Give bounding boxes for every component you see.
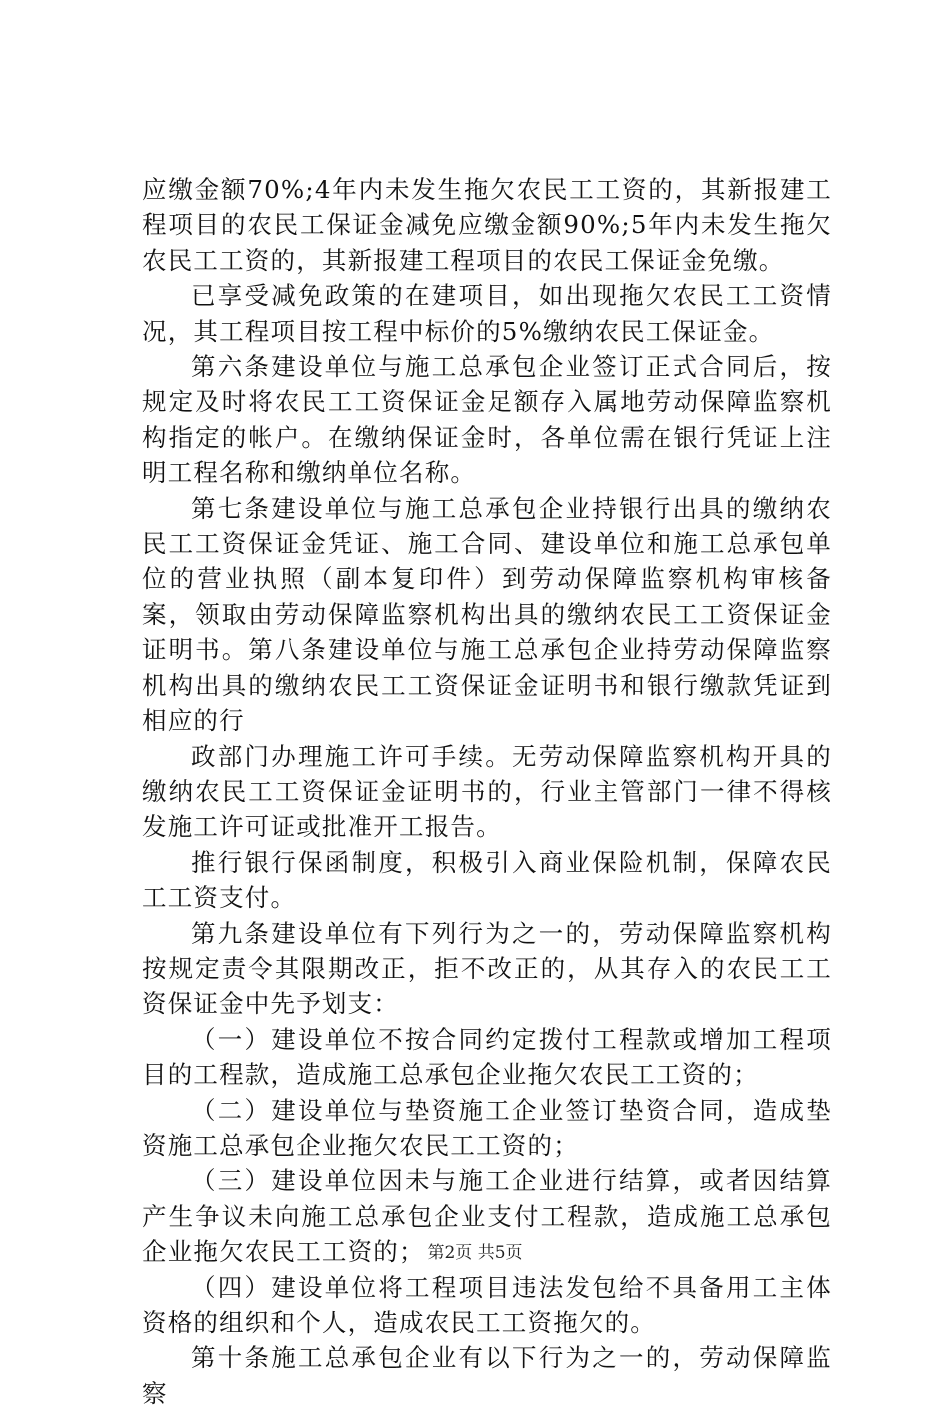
paragraph-continuation: 政部门办理施工许可手续。无劳动保障监察机构开具的缴纳农民工工资保证金证明书的，行业主管部门一律不得核发施工许可证或批准开工报告。: [142, 741, 832, 842]
paragraph-bank-guarantee: 推行银行保函制度，积极引入商业保险机制，保障农民工工资支付。: [142, 847, 832, 913]
document-body: [142, 172, 832, 1411]
paragraph-article-7-8: 第七条建设单位与施工总承包企业持银行出具的缴纳农民工工资保证金凭证、施工合同、建设单位和施工总承包单位的营业执照（副本复印件）到劳动保障监察机构审核备案，领取由劳动保障监察机构出具的缴纳农民工工资保证金证明书。第八条建设单位与施工总承包企业持劳动保障监察机构出具的缴纳农民工工资保证金证明书和银行缴款凭证到相应的行: [142, 493, 832, 736]
list-item-4: （四）建设单位将工程项目违法发包给不具备用工主体资格的组织和个人，造成农民工工资拖欠的。: [142, 1272, 832, 1337]
paragraph-article-6: 第六条建设单位与施工总承包企业签订正式合同后，按规定及时将农民工工资保证金足额存入属地劳动保障监察机构指定的帐户。在缴纳保证金时，各单位需在银行凭证上注明工程名称和缴纳单位名称。: [142, 352, 832, 488]
list-item-3: （三）建设单位因未与施工企业进行结算，或者因结算产生争议未向施工总承包企业支付工程款，造成施工总承包企业拖欠农民工工资的；: [142, 1166, 832, 1267]
paragraph-1: 应缴金额70%;4年内未发生拖欠农民工工资的，其新报建工程项目的农民工保证金减免应缴金额90%;5年内未发生拖欠农民工工资的，其新报建工程项目的农民工保证金免缴。: [142, 175, 832, 275]
list-item-1: （一）建设单位不按合同约定拨付工程款或增加工程项目的工程款，造成施工总承包企业拖欠农民工工资的；: [142, 1024, 832, 1090]
paragraph-article-9: 第九条建设单位有下列行为之一的，劳动保障监察机构按规定责令其限期改正，拒不改正的，从其存入的农民工工资保证金中先予划支：: [142, 918, 832, 1019]
paragraph-2: 已享受减免政策的在建项目，如出现拖欠农民工工资情况，其工程项目按工程中标价的5%缴纳农民工保证金。: [142, 281, 832, 346]
page-footer: 第2页 共5页: [427, 1243, 523, 1263]
list-item-2: （二）建设单位与垫资施工企业签订垫资合同，造成垫资施工总承包企业拖欠农民工工资的；: [142, 1095, 832, 1160]
paragraph-article-10: 第十条施工总承包企业有以下行为之一的，劳动保障监察: [142, 1343, 832, 1408]
